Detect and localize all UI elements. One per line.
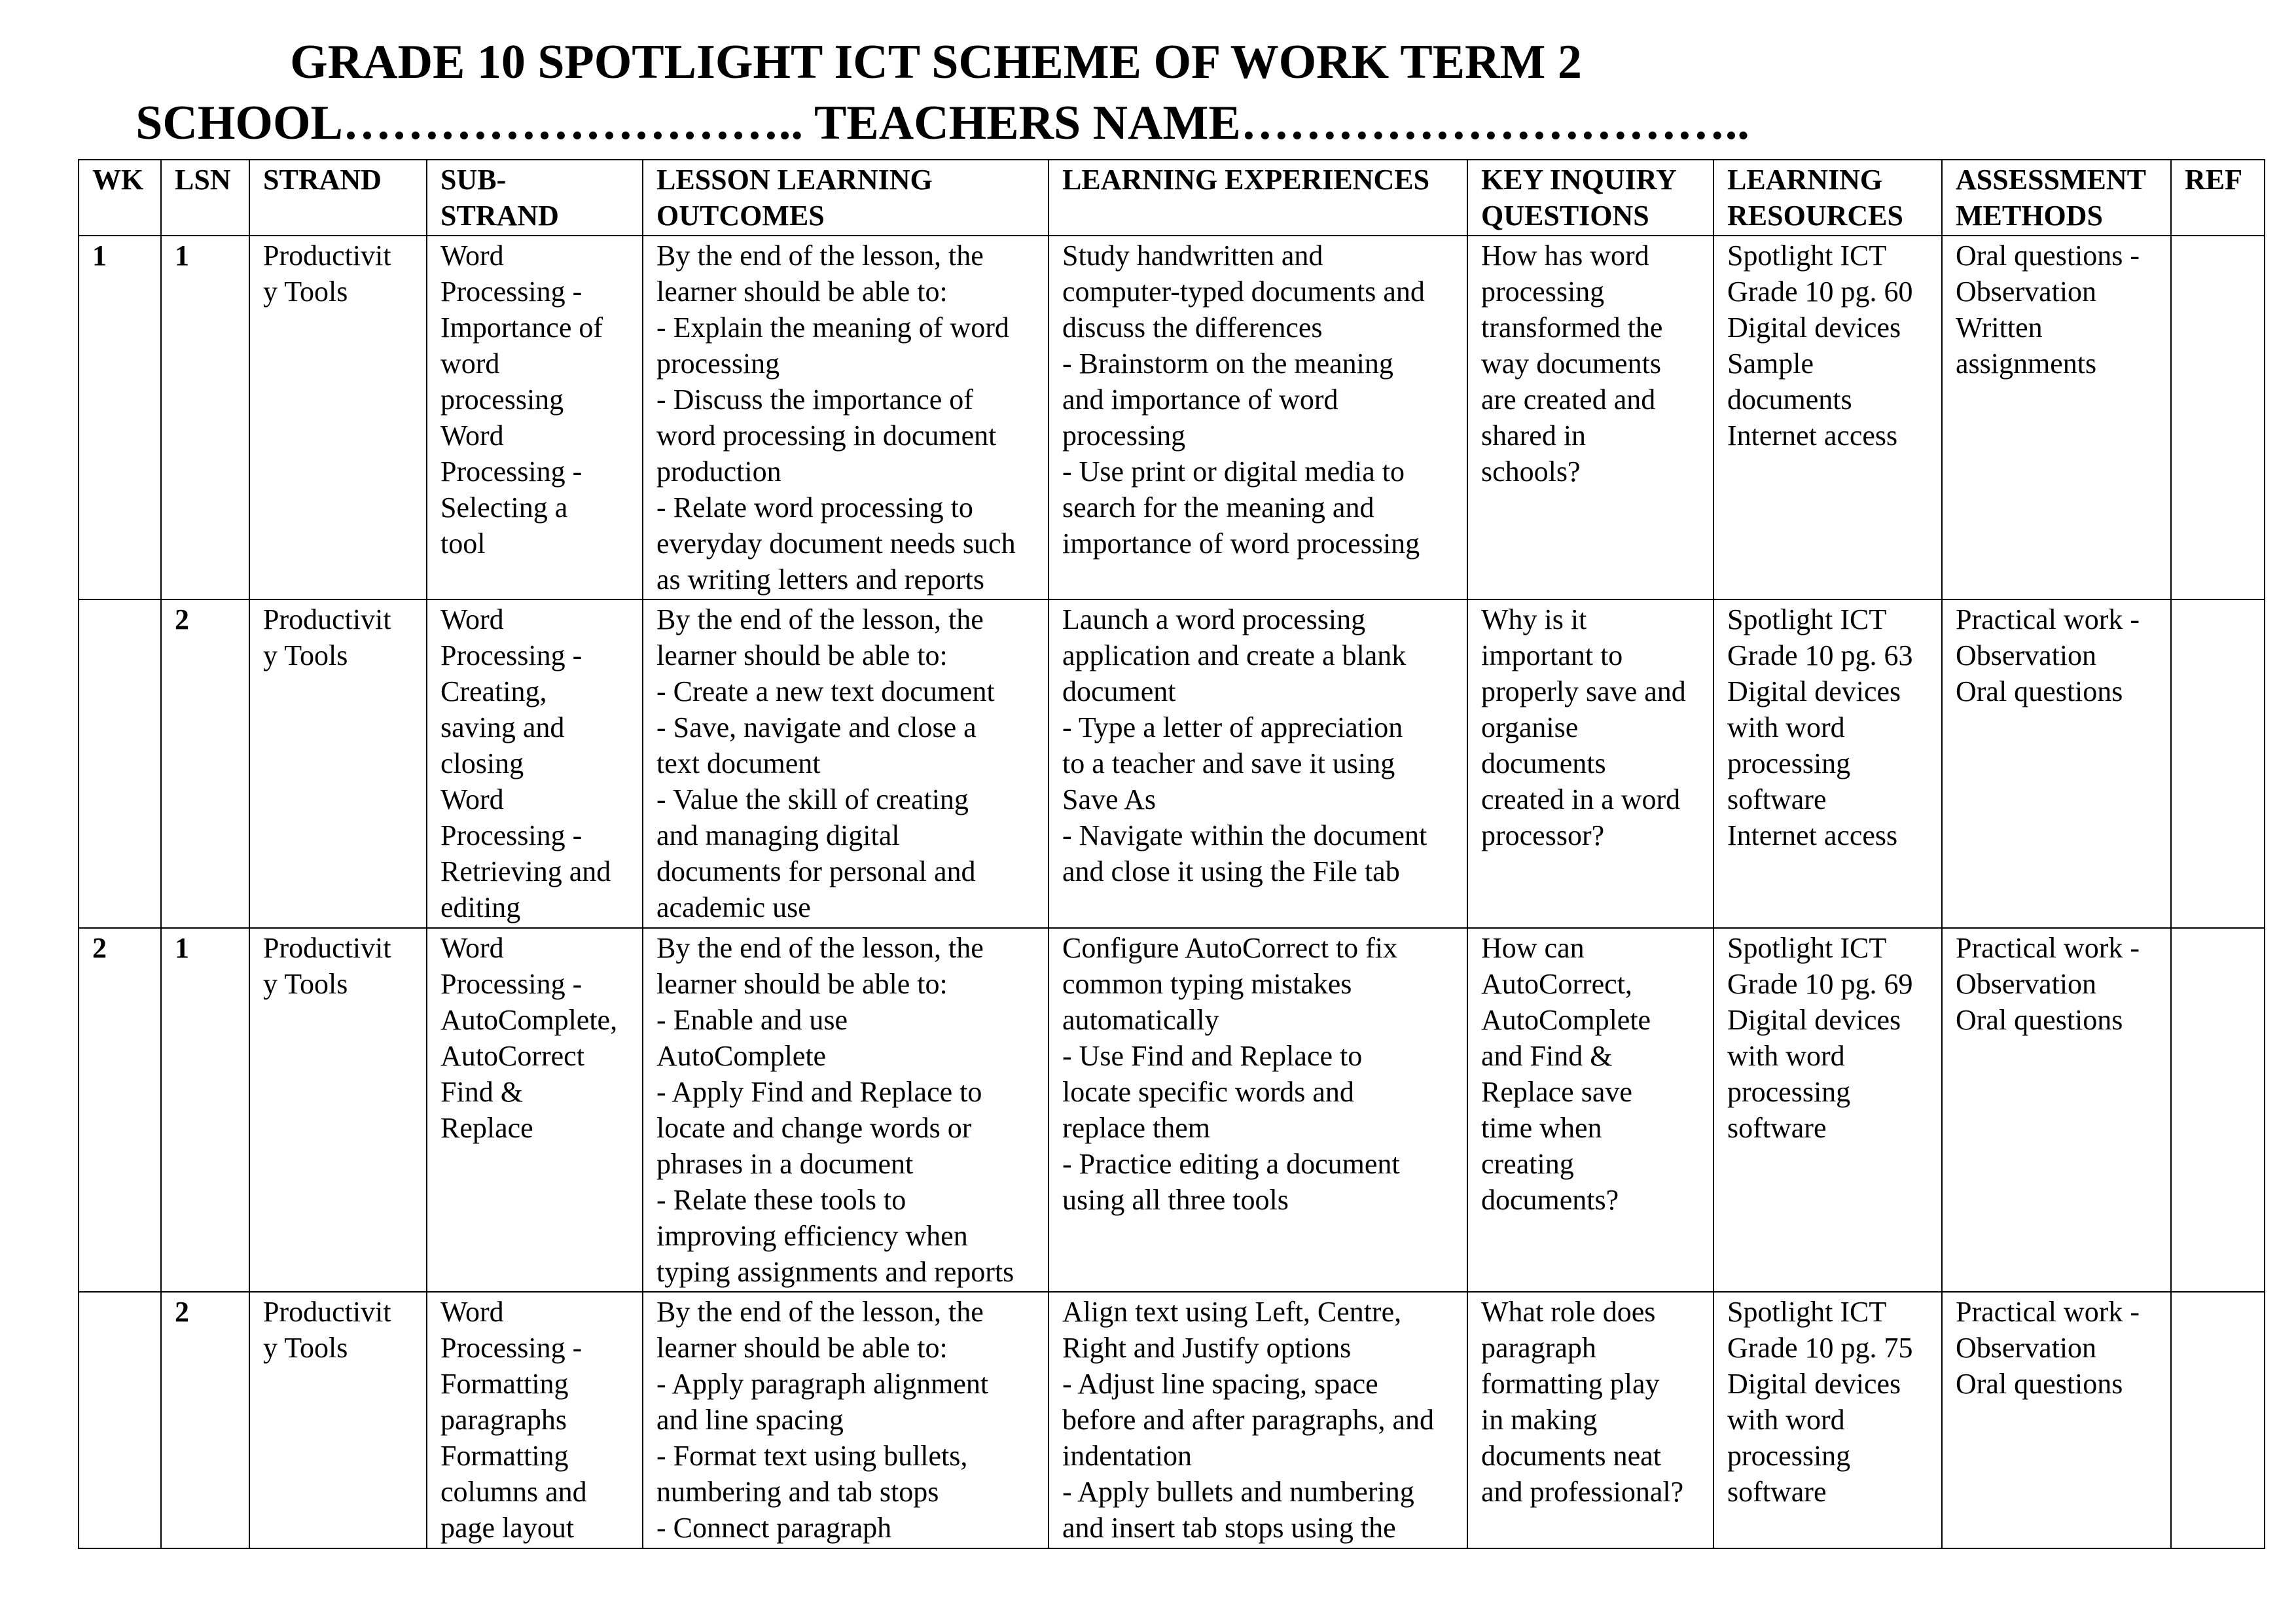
cell-line: learner should be able to: — [656, 1332, 948, 1364]
cell-line: application and create a blank — [1062, 639, 1407, 671]
sub-strand-cell — [427, 599, 643, 928]
cell-line: with word — [1727, 1404, 1845, 1436]
header-row — [79, 160, 2265, 236]
cell-line: Spotlight ICT — [1727, 603, 1887, 635]
cell-line: common typing mistakes — [1062, 968, 1352, 1000]
header-learning-experiences: LEARNING EXPERIENCES — [1049, 160, 1467, 236]
cell-line: columns and — [440, 1476, 587, 1508]
cell-line: Oral questions — [1956, 1004, 2123, 1036]
assessment-methods-cell — [1942, 928, 2171, 1292]
cell-line: and importance of word — [1062, 383, 1338, 416]
cell-line: Productivit — [263, 240, 391, 272]
cell-line: Grade 10 pg. 75 — [1727, 1332, 1913, 1364]
table-row — [79, 599, 2265, 928]
cell-line: Formatting — [440, 1440, 569, 1472]
cell-line: Digital devices — [1727, 675, 1901, 707]
cell-line: creating — [1481, 1148, 1574, 1180]
cell-line: software — [1727, 1112, 1827, 1144]
cell-line: Word — [440, 603, 504, 635]
cell-line: and insert tab stops using the — [1062, 1512, 1396, 1544]
cell-line: Selecting a — [440, 491, 568, 524]
cell-line: learner should be able to: — [656, 968, 948, 1000]
cell-line: Find & — [440, 1076, 523, 1108]
cell-line: learner should be able to: — [656, 276, 948, 308]
header-learning-resources: LEARNING RESOURCES — [1713, 160, 1942, 236]
cell-line: Spotlight ICT — [1727, 932, 1887, 964]
cell-line: time when — [1481, 1112, 1602, 1144]
cell-line: How can — [1481, 932, 1585, 964]
header-key-inquiry-questions: KEY INQUIRY QUESTIONS — [1467, 160, 1713, 236]
cell-line: processing — [1727, 747, 1851, 779]
learning-outcomes-cell — [643, 1292, 1049, 1548]
cell-line: page layout — [440, 1512, 575, 1544]
cell-line: and Find & — [1481, 1040, 1613, 1072]
learning-outcomes-cell — [643, 928, 1049, 1292]
cell-line: Processing - — [440, 1332, 583, 1364]
cell-line: - Relate these tools to — [656, 1184, 906, 1216]
cell-line: AutoComplete — [656, 1040, 827, 1072]
cell-line: discuss the differences — [1062, 312, 1323, 344]
cell-line: Grade 10 pg. 69 — [1727, 968, 1913, 1000]
cell-line: - Type a letter of appreciation — [1062, 711, 1403, 743]
cell-line: Productivit — [263, 1296, 391, 1328]
assessment-methods-cell — [1942, 1292, 2171, 1548]
cell-line: documents neat — [1481, 1440, 1661, 1472]
cell-line: with word — [1727, 1040, 1845, 1072]
cell-line: - Enable and use — [656, 1004, 848, 1036]
learning-experiences-cell — [1049, 1292, 1467, 1548]
cell-line: documents — [1727, 383, 1852, 416]
cell-line: numbering and tab stops — [656, 1476, 939, 1508]
cell-line: are created and — [1481, 383, 1656, 416]
learning-experiences-cell — [1049, 236, 1467, 599]
cell-line: Configure AutoCorrect to fix — [1062, 932, 1398, 964]
cell-line: Study handwritten and — [1062, 240, 1323, 272]
cell-line: - Apply Find and Replace to — [656, 1076, 982, 1108]
cell-line: formatting play — [1481, 1368, 1660, 1400]
cell-line: y Tools — [263, 1332, 348, 1364]
cell-line: using all three tools — [1062, 1184, 1289, 1216]
cell-line: schools? — [1481, 455, 1581, 488]
ref-cell — [2171, 236, 2265, 599]
key-inquiry-questions-cell — [1467, 928, 1713, 1292]
learning-resources-cell — [1713, 1292, 1942, 1548]
cell-line: Practical work - — [1956, 603, 2140, 635]
document-title: GRADE 10 SPOTLIGHT ICT SCHEME OF WORK TERM 2 — [290, 35, 1582, 89]
cell-line: Word — [440, 783, 504, 815]
cell-line: Observation — [1956, 276, 2097, 308]
cell-line: processor? — [1481, 819, 1605, 851]
lesson-cell: 1 — [161, 236, 249, 599]
cell-line: important to — [1481, 639, 1623, 671]
cell-line: and professional? — [1481, 1476, 1684, 1508]
key-inquiry-questions-cell — [1467, 599, 1713, 928]
cell-line: Oral questions — [1956, 1368, 2123, 1400]
cell-line: assignments — [1956, 348, 2097, 380]
cell-line: automatically — [1062, 1004, 1219, 1036]
lesson-cell: 2 — [161, 1292, 249, 1548]
cell-line: phrases in a document — [656, 1148, 914, 1180]
header-assessment-methods: ASSESSMENT METHODS — [1942, 160, 2171, 236]
cell-line: processing — [656, 348, 780, 380]
cell-line: - Navigate within the document — [1062, 819, 1427, 851]
cell-line: replace them — [1062, 1112, 1210, 1144]
cell-line: and managing digital — [656, 819, 900, 851]
cell-line: closing — [440, 747, 524, 779]
learning-resources-cell — [1713, 236, 1942, 599]
cell-line: computer-typed documents and — [1062, 276, 1425, 308]
sub-strand-cell — [427, 1292, 643, 1548]
table-row — [79, 1292, 2265, 1548]
cell-line: processing — [1727, 1440, 1851, 1472]
cell-line: Grade 10 pg. 63 — [1727, 639, 1913, 671]
week-cell — [79, 599, 161, 928]
cell-line: document — [1062, 675, 1176, 707]
cell-line: organise — [1481, 711, 1579, 743]
header-ref: REF — [2171, 160, 2265, 236]
cell-line: - Format text using bullets, — [656, 1440, 968, 1472]
cell-line: Word — [440, 240, 504, 272]
learning-outcomes-cell — [643, 236, 1049, 599]
cell-line: software — [1727, 783, 1827, 815]
cell-line: documents for personal and — [656, 855, 976, 887]
learning-resources-cell — [1713, 599, 1942, 928]
scheme-of-work-table — [78, 159, 2265, 1549]
learning-resources-cell — [1713, 928, 1942, 1292]
cell-line: saving and — [440, 711, 565, 743]
cell-line: paragraphs — [440, 1404, 567, 1436]
cell-line: Replace — [440, 1112, 533, 1144]
cell-line: importance of word processing — [1062, 527, 1420, 560]
cell-line: Formatting — [440, 1368, 569, 1400]
cell-line: Processing - — [440, 639, 583, 671]
cell-line: Observation — [1956, 968, 2097, 1000]
ref-cell — [2171, 1292, 2265, 1548]
cell-line: way documents — [1481, 348, 1661, 380]
cell-line: before and after paragraphs, and — [1062, 1404, 1435, 1436]
assessment-methods-cell — [1942, 599, 2171, 928]
cell-line: Creating, — [440, 675, 547, 707]
cell-line: Digital devices — [1727, 1004, 1901, 1036]
cell-line: Productivit — [263, 603, 391, 635]
key-inquiry-questions-cell — [1467, 236, 1713, 599]
cell-line: By the end of the lesson, the — [656, 932, 984, 964]
strand-cell — [249, 928, 427, 1292]
cell-line: Written — [1956, 312, 2043, 344]
strand-cell — [249, 236, 427, 599]
cell-line: software — [1727, 1476, 1827, 1508]
header-wk: WK — [79, 160, 161, 236]
cell-line: processing — [1062, 419, 1186, 452]
cell-line: Digital devices — [1727, 312, 1901, 344]
cell-line: AutoCorrect — [440, 1040, 584, 1072]
header-sub-strand: SUB- STRAND — [427, 160, 643, 236]
cell-line: What role does — [1481, 1296, 1656, 1328]
sub-strand-cell — [427, 236, 643, 599]
cell-line: everyday document needs such — [656, 527, 1016, 560]
cell-line: processing — [1481, 276, 1605, 308]
cell-line: and close it using the File tab — [1062, 855, 1400, 887]
cell-line: learner should be able to: — [656, 639, 948, 671]
cell-line: Word — [440, 419, 504, 452]
cell-line: transformed the — [1481, 312, 1663, 344]
cell-line: - Apply bullets and numbering — [1062, 1476, 1414, 1508]
cell-line: search for the meaning and — [1062, 491, 1374, 524]
cell-line: Save As — [1062, 783, 1156, 815]
cell-line: - Create a new text document — [656, 675, 995, 707]
sub-strand-cell — [427, 928, 643, 1292]
cell-line: Spotlight ICT — [1727, 240, 1887, 272]
cell-line: AutoComplete, — [440, 1004, 618, 1036]
week-cell: 1 — [79, 236, 161, 599]
cell-line: indentation — [1062, 1440, 1192, 1472]
cell-line: Word — [440, 1296, 504, 1328]
cell-line: documents — [1481, 747, 1606, 779]
learning-experiences-cell — [1049, 599, 1467, 928]
cell-line: production — [656, 455, 781, 488]
cell-line: - Value the skill of creating — [656, 783, 969, 815]
cell-line: - Save, navigate and close a — [656, 711, 977, 743]
cell-line: academic use — [656, 891, 811, 923]
header-lesson-learning-outcomes: LESSON LEARNING OUTCOMES — [643, 160, 1049, 236]
lesson-cell: 1 — [161, 928, 249, 1292]
cell-line: Digital devices — [1727, 1368, 1901, 1400]
cell-line: Why is it — [1481, 603, 1587, 635]
cell-line: Practical work - — [1956, 1296, 2140, 1328]
cell-line: paragraph — [1481, 1332, 1596, 1364]
cell-line: Spotlight ICT — [1727, 1296, 1887, 1328]
learning-experiences-cell — [1049, 928, 1467, 1292]
cell-line: y Tools — [263, 968, 348, 1000]
cell-line: editing — [440, 891, 521, 923]
strand-cell — [249, 1292, 427, 1548]
cell-line: Grade 10 pg. 60 — [1727, 276, 1913, 308]
cell-line: to a teacher and save it using — [1062, 747, 1395, 779]
cell-line: locate and change words or — [656, 1112, 972, 1144]
cell-line: processing — [1727, 1076, 1851, 1108]
cell-line: Oral questions — [1956, 675, 2123, 707]
week-cell — [79, 1292, 161, 1548]
cell-line: Retrieving and — [440, 855, 611, 887]
cell-line: y Tools — [263, 639, 348, 671]
cell-line: - Use Find and Replace to — [1062, 1040, 1363, 1072]
cell-line: improving efficiency when — [656, 1220, 968, 1252]
cell-line: documents? — [1481, 1184, 1619, 1216]
cell-line: and line spacing — [656, 1404, 844, 1436]
cell-line: How has word — [1481, 240, 1649, 272]
cell-line: Observation — [1956, 639, 2097, 671]
cell-line: - Discuss the importance of — [656, 383, 973, 416]
cell-line: as writing letters and reports — [656, 563, 984, 596]
cell-line: Internet access — [1727, 419, 1898, 452]
cell-line: processing — [440, 383, 564, 416]
assessment-methods-cell — [1942, 236, 2171, 599]
cell-line: AutoCorrect, — [1481, 968, 1632, 1000]
cell-line: Right and Justify options — [1062, 1332, 1352, 1364]
cell-line: - Apply paragraph alignment — [656, 1368, 989, 1400]
cell-line: Word — [440, 932, 504, 964]
cell-line: created in a word — [1481, 783, 1681, 815]
cell-line: in making — [1481, 1404, 1598, 1436]
lesson-cell: 2 — [161, 599, 249, 928]
ref-cell — [2171, 599, 2265, 928]
cell-line: properly save and — [1481, 675, 1686, 707]
cell-line: By the end of the lesson, the — [656, 1296, 984, 1328]
cell-line: tool — [440, 527, 486, 560]
cell-line: Productivit — [263, 932, 391, 964]
cell-line: Observation — [1956, 1332, 2097, 1364]
cell-line: shared in — [1481, 419, 1587, 452]
week-cell: 2 — [79, 928, 161, 1292]
cell-line: Oral questions - — [1956, 240, 2140, 272]
table-row — [79, 928, 2265, 1292]
cell-line: Processing - — [440, 455, 583, 488]
cell-line: Processing - — [440, 968, 583, 1000]
cell-line: Importance of — [440, 312, 603, 344]
cell-line: with word — [1727, 711, 1845, 743]
cell-line: Replace save — [1481, 1076, 1632, 1108]
cell-line: By the end of the lesson, the — [656, 603, 984, 635]
strand-cell — [249, 599, 427, 928]
cell-line: Align text using Left, Centre, — [1062, 1296, 1402, 1328]
ref-cell — [2171, 928, 2265, 1292]
cell-line: AutoComplete — [1481, 1004, 1651, 1036]
header-strand: STRAND — [249, 160, 427, 236]
table-row — [79, 236, 2265, 599]
cell-line: Sample — [1727, 348, 1814, 380]
key-inquiry-questions-cell — [1467, 1292, 1713, 1548]
cell-line: - Explain the meaning of word — [656, 312, 1009, 344]
cell-line: - Connect paragraph — [656, 1512, 892, 1544]
cell-line: typing assignments and reports — [656, 1256, 1014, 1288]
cell-line: Internet access — [1727, 819, 1898, 851]
cell-line: locate specific words and — [1062, 1076, 1354, 1108]
cell-line: Processing - — [440, 276, 583, 308]
cell-line: y Tools — [263, 276, 348, 308]
cell-line: - Relate word processing to — [656, 491, 973, 524]
cell-line: word — [440, 348, 500, 380]
cell-line: - Use print or digital media to — [1062, 455, 1405, 488]
cell-line: - Adjust line spacing, space — [1062, 1368, 1378, 1400]
header-lsn: LSN — [161, 160, 249, 236]
cell-line: word processing in document — [656, 419, 997, 452]
cell-line: By the end of the lesson, the — [656, 240, 984, 272]
cell-line: - Practice editing a document — [1062, 1148, 1400, 1180]
cell-line: Launch a word processing — [1062, 603, 1366, 635]
cell-line: - Brainstorm on the meaning — [1062, 348, 1393, 380]
learning-outcomes-cell — [643, 599, 1049, 928]
school-teacher-line: SCHOOL……………………….. TEACHERS NAME………………………….. — [135, 96, 1749, 150]
cell-line: Practical work - — [1956, 932, 2140, 964]
cell-line: text document — [656, 747, 821, 779]
cell-line: Processing - — [440, 819, 583, 851]
